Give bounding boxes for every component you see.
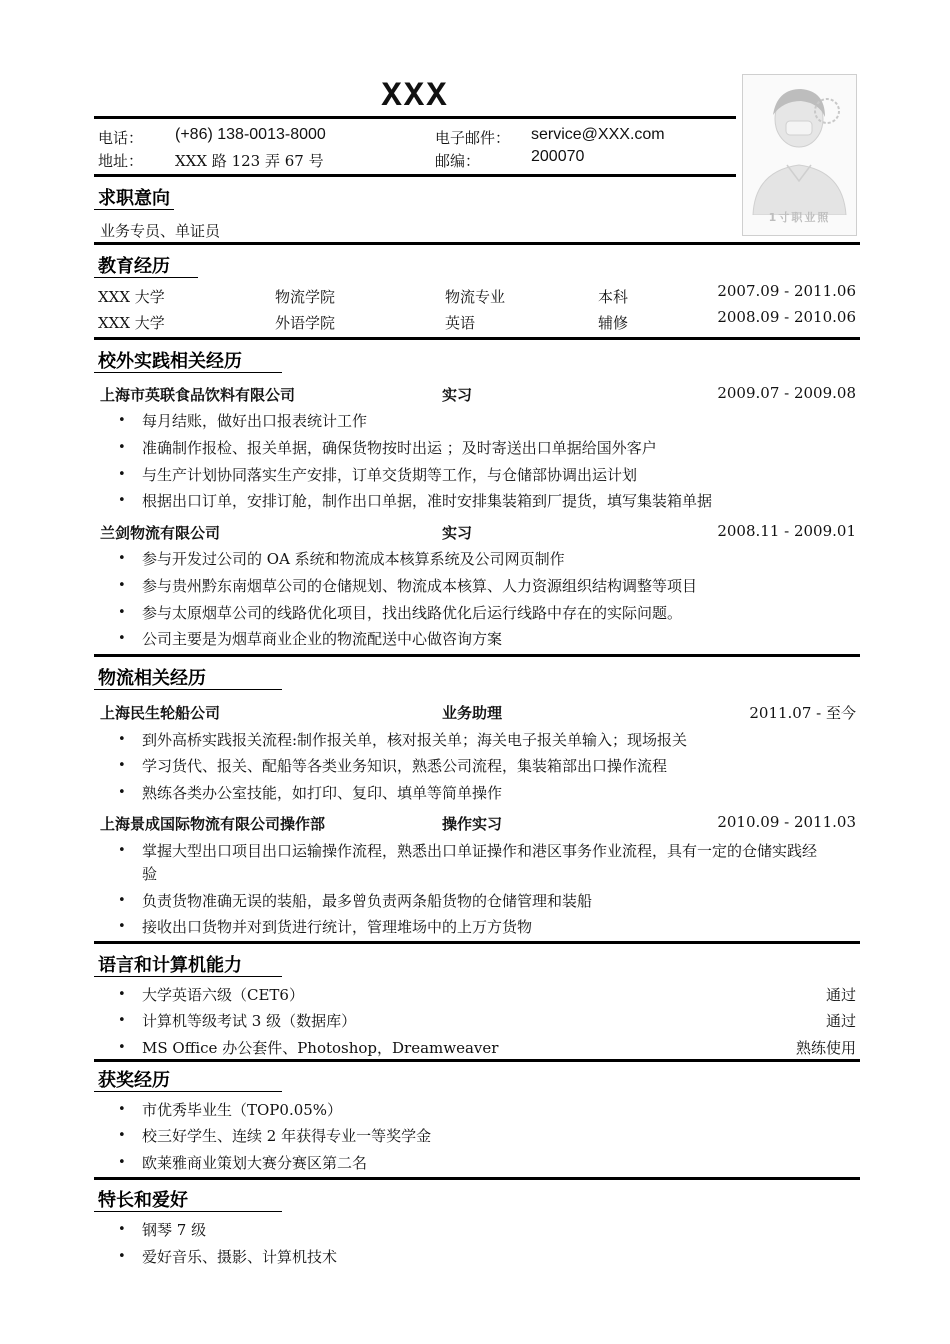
skill-level: 通过 bbox=[825, 986, 856, 1004]
skill-name: 计算机等级考试 3 级（数据库） bbox=[142, 1012, 357, 1030]
job-dates: 2011.07 - 至今 bbox=[749, 704, 856, 722]
bullet-icon: • bbox=[118, 1040, 126, 1055]
section-underline bbox=[94, 1091, 282, 1092]
bullet-icon: • bbox=[118, 551, 126, 566]
job-company: 上海市英联食品饮料有限公司 bbox=[100, 386, 296, 404]
bullet-text: 欧莱雅商业策划大赛分赛区第二名 bbox=[142, 1154, 368, 1172]
bullet-text: 准确制作报检、报关单据，确保货物按时出运 ；及时寄送出口单据给国外客户 bbox=[142, 439, 657, 457]
job-role: 业务助理 bbox=[442, 704, 503, 722]
bullet-text: 学习货代、报关、配船等各类业务知识，熟悉公司流程，集装箱部出口操作流程 bbox=[142, 757, 668, 775]
section-rule bbox=[94, 242, 860, 245]
education-degree: 本科 bbox=[598, 288, 629, 306]
bullet-text: 每月结账，做好出口报表统计工作 bbox=[142, 412, 368, 430]
bullet-icon: • bbox=[118, 467, 126, 482]
job-role: 实习 bbox=[442, 524, 473, 542]
objective-text: 业务专员、单证员 bbox=[100, 222, 221, 240]
education-school: XXX 大学 bbox=[98, 288, 165, 306]
bullet-text: 校三好学生、连续 2 年获得专业一等奖学金 bbox=[142, 1127, 432, 1145]
bullet-text: 根据出口订单，安排订舱，制作出口单据，准时安排集装箱到厂提货，填写集装箱单据 bbox=[142, 492, 713, 510]
bullet-text: 负责货物准确无误的装船，最多曾负责两条船货物的仓储管理和装船 bbox=[142, 892, 593, 910]
section-title-education: 教育经历 bbox=[98, 256, 170, 277]
bullet-text: 与生产计划协同落实生产安排，订单交货期等工作，与仓储部协调出运计划 bbox=[142, 466, 638, 484]
job-header bbox=[0, 522, 950, 546]
bullet-icon: • bbox=[118, 1128, 126, 1143]
education-school: XXX 大学 bbox=[98, 314, 165, 332]
section-rule bbox=[94, 1059, 860, 1062]
section-underline bbox=[94, 209, 174, 210]
bullet-text: 参与太原烟草公司的线路优化项目，找出线路优化后运行线路中存在的实际问题。 bbox=[142, 604, 683, 622]
bullet-icon: • bbox=[118, 987, 126, 1002]
job-role: 实习 bbox=[442, 386, 473, 404]
bullet-text: 公司主要是为烟草商业企业的物流配送中心做咨询方案 bbox=[142, 630, 503, 648]
bullet-text: 熟练各类办公室技能，如打印、复印、填单等简单操作 bbox=[142, 784, 503, 802]
skill-level: 熟练使用 bbox=[795, 1039, 856, 1057]
section-rule bbox=[94, 337, 860, 340]
education-major: 物流专业 bbox=[445, 288, 506, 306]
section-title-awards: 获奖经历 bbox=[98, 1070, 170, 1091]
job-header bbox=[0, 813, 950, 837]
bullet-icon: • bbox=[118, 440, 126, 455]
job-header bbox=[0, 384, 950, 408]
education-degree: 辅修 bbox=[598, 314, 629, 332]
section-underline bbox=[94, 976, 282, 977]
zip-label: 邮编： bbox=[435, 152, 481, 170]
job-company: 兰剑物流有限公司 bbox=[100, 524, 221, 542]
bullet-icon: • bbox=[118, 1249, 126, 1264]
section-rule bbox=[94, 174, 736, 177]
section-underline bbox=[94, 689, 282, 690]
bullet-text: 市优秀毕业生（TOP0.05%） bbox=[142, 1101, 343, 1119]
job-role: 操作实习 bbox=[442, 815, 503, 833]
education-college: 外语学院 bbox=[275, 314, 336, 332]
candidate-name: XXX bbox=[381, 78, 449, 116]
bullet-icon: • bbox=[118, 413, 126, 428]
education-dates: 2008.09 - 2010.06 bbox=[717, 308, 856, 326]
job-dates: 2010.09 - 2011.03 bbox=[717, 813, 856, 831]
section-rule bbox=[94, 941, 860, 944]
zip-value: 200070 bbox=[531, 148, 585, 165]
objective-row bbox=[0, 220, 950, 244]
skill-level: 通过 bbox=[825, 1012, 856, 1030]
bullet-icon: • bbox=[118, 843, 126, 858]
phone-value: (+86) 138-0013-8000 bbox=[175, 126, 326, 143]
bullet-text: 爱好音乐、摄影、计算机技术 bbox=[142, 1248, 338, 1266]
education-dates: 2007.09 - 2011.06 bbox=[717, 282, 856, 300]
education-row bbox=[0, 308, 950, 336]
address-value: XXX 路 123 弄 67 号 bbox=[175, 152, 324, 170]
education-major: 英语 bbox=[445, 314, 476, 332]
header-rule bbox=[94, 116, 736, 119]
photo-label: 1寸职业照 bbox=[768, 211, 831, 224]
bullet-icon: • bbox=[118, 893, 126, 908]
bullet-icon: • bbox=[118, 1013, 126, 1028]
section-title-practice: 校外实践相关经历 bbox=[98, 351, 242, 372]
job-company: 上海民生轮船公司 bbox=[100, 704, 221, 722]
job-dates: 2008.11 - 2009.01 bbox=[717, 522, 856, 540]
section-underline bbox=[94, 372, 282, 373]
bullet-icon: • bbox=[118, 631, 126, 646]
bullet-text: 钢琴 7 级 bbox=[142, 1221, 207, 1239]
bullet-icon: • bbox=[118, 732, 126, 747]
bullet-icon: • bbox=[118, 758, 126, 773]
section-rule bbox=[94, 1177, 860, 1180]
section-underline bbox=[94, 1211, 282, 1212]
job-dates: 2009.07 - 2009.08 bbox=[717, 384, 856, 402]
education-college: 物流学院 bbox=[275, 288, 336, 306]
bullet-icon: • bbox=[118, 919, 126, 934]
section-rule bbox=[94, 654, 860, 657]
bullet-icon: • bbox=[118, 578, 126, 593]
skill-name: MS Office 办公套件、Photoshop，Dreamweaver bbox=[142, 1039, 499, 1057]
bullet-icon: • bbox=[118, 1102, 126, 1117]
section-underline bbox=[94, 277, 198, 278]
job-company: 上海景成国际物流有限公司操作部 bbox=[100, 815, 326, 833]
section-title-hobbies: 特长和爱好 bbox=[98, 1190, 188, 1211]
profile-photo bbox=[742, 74, 857, 236]
bullet-text: 参与开发过公司的 OA 系统和物流成本核算系统及公司网页制作 bbox=[142, 550, 565, 568]
bullet-text: 接收出口货物并对到货进行统计，管理堆场中的上万方货物 bbox=[142, 918, 533, 936]
address-label: 地址： bbox=[98, 152, 144, 170]
job-header bbox=[0, 702, 950, 726]
section-title-skills: 语言和计算机能力 bbox=[98, 955, 242, 976]
bullet-icon: • bbox=[118, 605, 126, 620]
bullet-icon: • bbox=[118, 1155, 126, 1170]
skill-name: 大学英语六级（CET6） bbox=[142, 986, 304, 1004]
bullet-text: 参与贵州黔东南烟草公司的仓储规划、物流成本核算、人力资源组织结构调整等项目 bbox=[142, 577, 698, 595]
person-silhouette-icon bbox=[743, 75, 856, 215]
section-title-objective: 求职意向 bbox=[98, 188, 170, 209]
bullet-icon: • bbox=[118, 785, 126, 800]
bullet-text: 掌握大型出口项目出口运输操作流程，熟悉出口单证操作和港区事务作业流程，具有一定的仓储实践经 bbox=[142, 842, 818, 860]
bullet-text: 到外高桥实践报关流程:制作报关单，核对报关单；海关电子报关单输入；现场报关 bbox=[142, 731, 688, 749]
bullet-icon: • bbox=[118, 1222, 126, 1237]
section-title-logistics: 物流相关经历 bbox=[98, 668, 206, 689]
education-row bbox=[0, 282, 950, 310]
email-value: service@XXX.com bbox=[531, 126, 665, 143]
bullet-icon: • bbox=[118, 493, 126, 508]
bullet-text: 验 bbox=[142, 865, 158, 883]
phone-label: 电话： bbox=[98, 129, 144, 147]
email-label: 电子邮件： bbox=[435, 129, 511, 147]
